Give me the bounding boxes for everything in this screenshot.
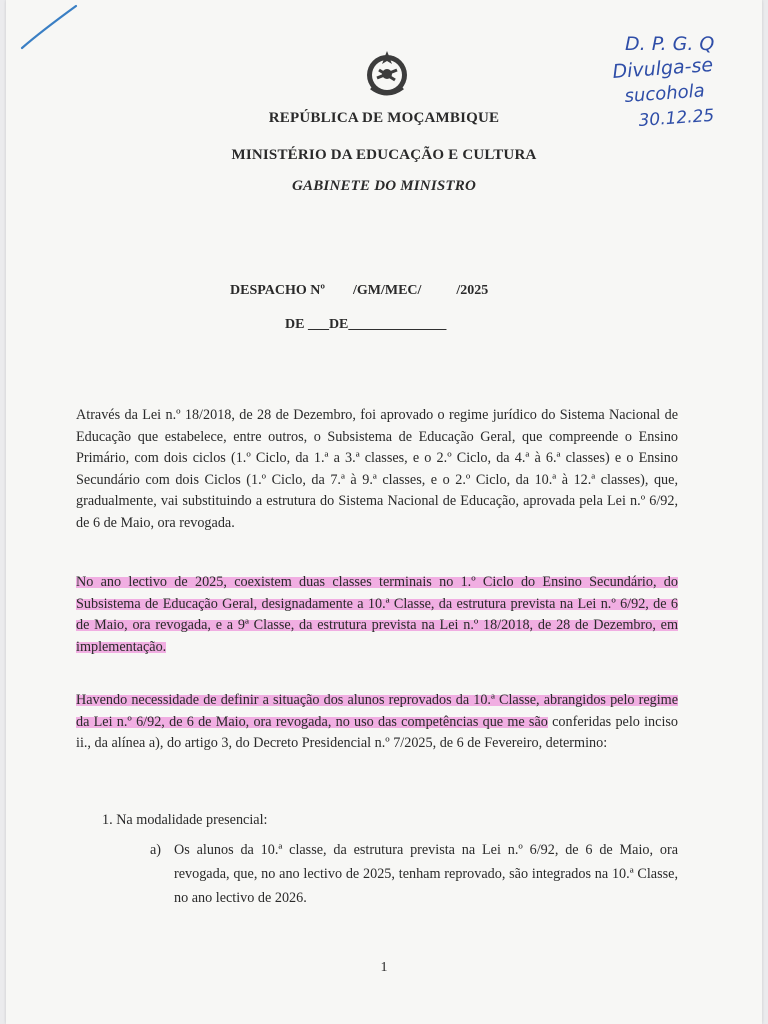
subitem-text: Os alunos da 10.ª classe, da estrutura prevista na Lei n.º 6/92, de 6 de Maio, ora revogada, que, no ano lectivo de 2025, tenham reprovado, são integrados na 10.ª Classe, no ano lectivo de 2026.	[174, 842, 678, 906]
ministry-heading: MINISTÉRIO DA EDUCAÇÃO E CULTURA	[231, 147, 537, 163]
list-item-1: 1. Na modalidade presencial:	[102, 812, 268, 828]
pen-stroke-mark	[20, 4, 80, 52]
dispatch-number: DESPACHO Nº /GM/MEC/ /2025	[230, 283, 489, 298]
page-number: 1	[380, 960, 388, 975]
paragraph-3-continuation: conferidas pelo inciso ii., da alínea a), do artigo 3, do Decreto Presidencial n.º 7/2025, de 6 de Fevereiro, determino:	[76, 713, 679, 751]
dispatch-date-line: DE ___DE______________	[285, 317, 447, 332]
country-heading: REPÚBLICA DE MOÇAMBIQUE	[268, 110, 500, 126]
highlighted-text: No ano lectivo de 2025, coexistem duas classes terminais no 1.º Ciclo do Ensino Secundário, do Subsistema de Educação Geral, designadamente a 10.ª Classe, da estrutura prevista na Lei n.º 6/92, de 6 de Maio, ora revogada, e a 9ª Classe, da estrutura prevista na Lei n.º 18/2018, de 28 de Dezembro, em implementação.	[76, 574, 678, 655]
handwritten-line-4: 30.12.25	[637, 105, 715, 131]
handwritten-line-3: sucohola	[623, 80, 706, 107]
highlighted-text: Havendo necessidade de definir a situação dos alunos reprovados da 10.ª Classe, abrangidos pelo regime da Lei n.º 6/92, de 6 de Maio, ora revogada, no uso das competências que me são	[76, 692, 678, 730]
office-heading: GABINETE DO MINISTRO	[291, 178, 477, 194]
coat-of-arms-emblem	[361, 48, 413, 100]
subitem-label: a)	[150, 842, 162, 858]
paragraph-2	[76, 572, 678, 658]
document-page	[6, 0, 762, 1024]
handwritten-line-2: Divulga-se	[611, 54, 714, 83]
paragraph-1: Através da Lei n.º 18/2018, de 28 de Dezembro, foi aprovado o regime jurídico do Sistema Nacional de Educação que estabelece, entre outros, o Subsistema de Educação Geral, que compreende o Ensino Primário, com dois ciclos (1.º Ciclo, da 1.ª a 3.ª classes, e o 2.º Ciclo, da 4.ª à 6.ª classes) e o Ensino Secundário com dois Ciclos (1.º Ciclo, da 7.ª à 9.ª classes, e o 2.º Ciclo, da 10.ª à 12.ª classes), que, gradualmente, vai substituindo a estrutura do Sistema Nacional de Educação, aprovada pela Lei n.º 6/92, de 6 de Maio, ora revogada.	[76, 407, 678, 531]
paragraph-3	[76, 690, 678, 755]
handwritten-line-1: D. P. G. Q	[625, 33, 715, 55]
